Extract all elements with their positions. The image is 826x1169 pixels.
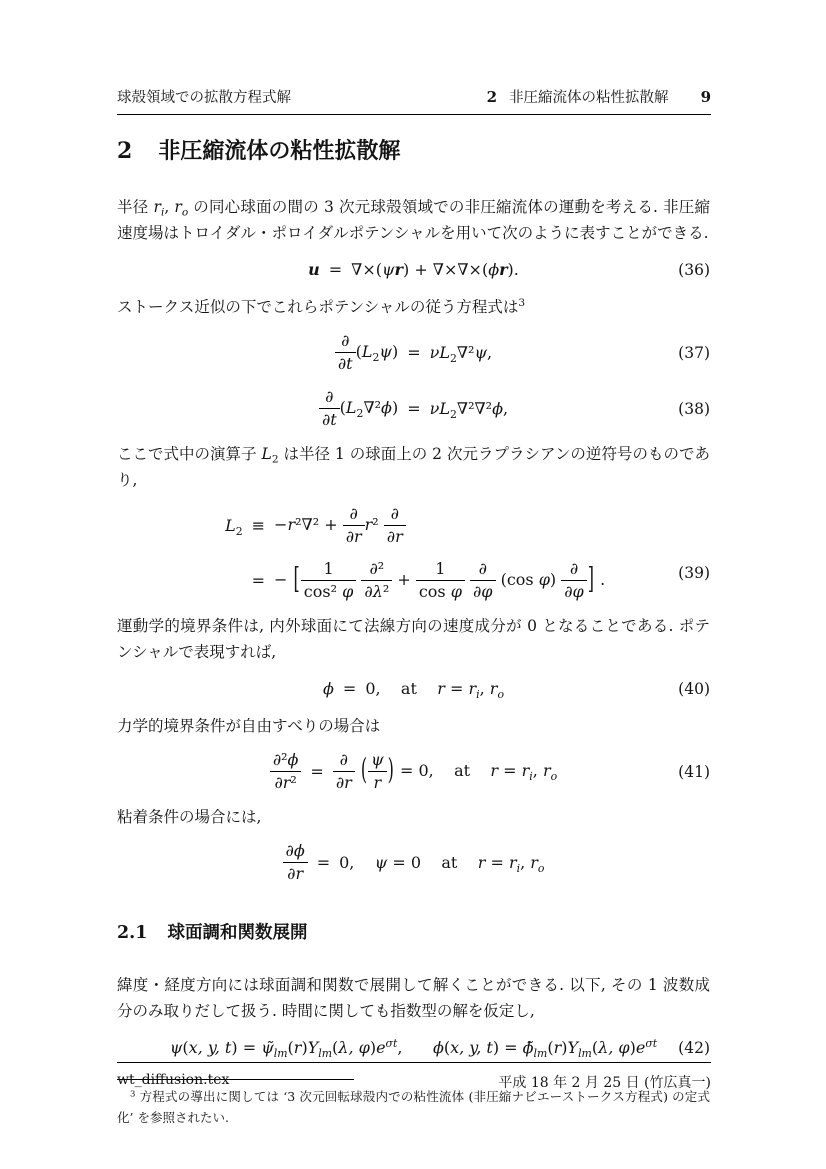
equation-40: ϕ = 0, at $r = r_i$, $r_o$ (40) xyxy=(117,674,710,704)
para-noslip: 粘着条件の場合には, xyxy=(117,808,262,826)
header-section-title: 非圧縮流体の粘性拡散解 xyxy=(509,90,669,106)
equation-38: $\frac{\partial}{\partial t}$ $(L_2\nabla^2\phi)$ = $\nu L_2\nabla^2\nabla^2\phi$, (38) xyxy=(117,385,710,432)
equation-number: (38) xyxy=(678,399,710,418)
para-kinematic-bc: 運動学的境界条件は, 内外球面にて法線方向の速度成分が 0 となることである. ポテンシャルで表現すれば, xyxy=(117,617,710,661)
equation-noslip: $\frac{\partial\phi}{\partial r}$ = 0, ψ = 0 at $r = r_i$, $r_o$ xyxy=(117,839,710,886)
header-section-number: 2 xyxy=(486,88,498,106)
subsection-title: 2.1 球面調和関数展開 xyxy=(117,923,308,943)
equation-42: ψ(x, y, $t) = \psĩ_{lm}(r)Y_{lm}(\lambda$, $\varphi)e^{\sigma t}$, ϕ(x, y, $t) = \phĩ_{lm}(r)Y_{lm}(\lambda$, $\varphi)e^{\sigma t}$ (42) xyxy=(117,1033,710,1063)
para-freeslip: 力学的境界条件が自由すべりの場合は xyxy=(117,717,381,735)
equation-37: $\frac{\partial}{\partial t}$ $(L_2\psi)$ = $\nu L_2\nabla^2\psi$, (37) xyxy=(117,329,710,376)
para-intro: 半径 $r_i$, $r_o$ の同心球面の間の 3 次元球殻領域での非圧縮流体の運動を考える. 非圧縮速度場はトロイダル・ポロイダルポテンシャルを用いて次のように表すことができる. xyxy=(117,198,710,242)
equation-number: (41) xyxy=(678,762,710,781)
section-number: 2 xyxy=(117,138,133,164)
content-flow xyxy=(117,194,710,1063)
header-right-group xyxy=(487,86,711,107)
para-harmonics: 緯度・経度方向には球面調和関数で展開して解くことができる. 以下, その 1 波数成分のみ取りだして扱う. 時間に関しても指数型の解を仮定し, xyxy=(117,976,710,1020)
footnote-text: $^3$ 方程式の導出に関しては ‘3 次元回転球殻内での粘性流体 (非圧縮ナビエーストークス方程式) の定式化’ を参照されたい. xyxy=(117,1089,710,1125)
header-left-title: 球殻領域での拡散方程式解 xyxy=(117,90,291,106)
equation-number: (39) xyxy=(678,564,710,582)
equation-39: $L_2$ ≡ −r²∇² + $\frac{\partial}{\partial r}$ r² $\frac{\partial}{\partial r}$ = − [ $\frac{1}{\text{cos² φ}}$ $\frac{\text{∂²}}{\text{∂λ²}}$ + $\frac{1}{\text{cos φ}}$ $\frac{\partial}{\partial\varphi}$ (cos φ) $\frac{\partial}{\partial\varphi}$ ] . (39) xyxy=(225,504,710,601)
equation-number: (40) xyxy=(678,680,710,698)
para-stokes: ストークス近似の下でこれらポテンシャルの従う方程式は$^3$ xyxy=(117,297,526,316)
content-column xyxy=(117,128,710,1128)
footer-date: 平成 18 年 2 月 25 日 (竹広真一) xyxy=(498,1075,711,1091)
equation-number: (36) xyxy=(678,261,710,279)
section-heading xyxy=(117,138,710,164)
section-heading-text: 非圧縮流体の粘性拡散解 xyxy=(158,138,401,164)
page-footer xyxy=(117,1062,711,1092)
para-operator: ここで式中の演算子 $L_2$ は半径 1 の球面上の 2 次元ラプラシアンの逆符号のものであり, xyxy=(117,445,710,489)
equation-number: (42) xyxy=(678,1039,710,1057)
equation-number: (37) xyxy=(678,343,710,362)
equation-36: u = ∇×(ψr) + ∇×∇×(ϕr). (36) xyxy=(117,255,710,285)
footer-filename: wt_diffusion.tex xyxy=(117,1072,230,1088)
equation-41: $\frac{\text{∂²ϕ}}{\text{∂r²}}$ = $\frac{\partial}{\partial r}$ ( $\frac{\psi}{r}$ ) = 0, at $r = r_i$, $r_o$ (41) xyxy=(117,748,710,795)
header-page-number: 9 xyxy=(700,88,711,106)
page-header xyxy=(117,86,711,115)
